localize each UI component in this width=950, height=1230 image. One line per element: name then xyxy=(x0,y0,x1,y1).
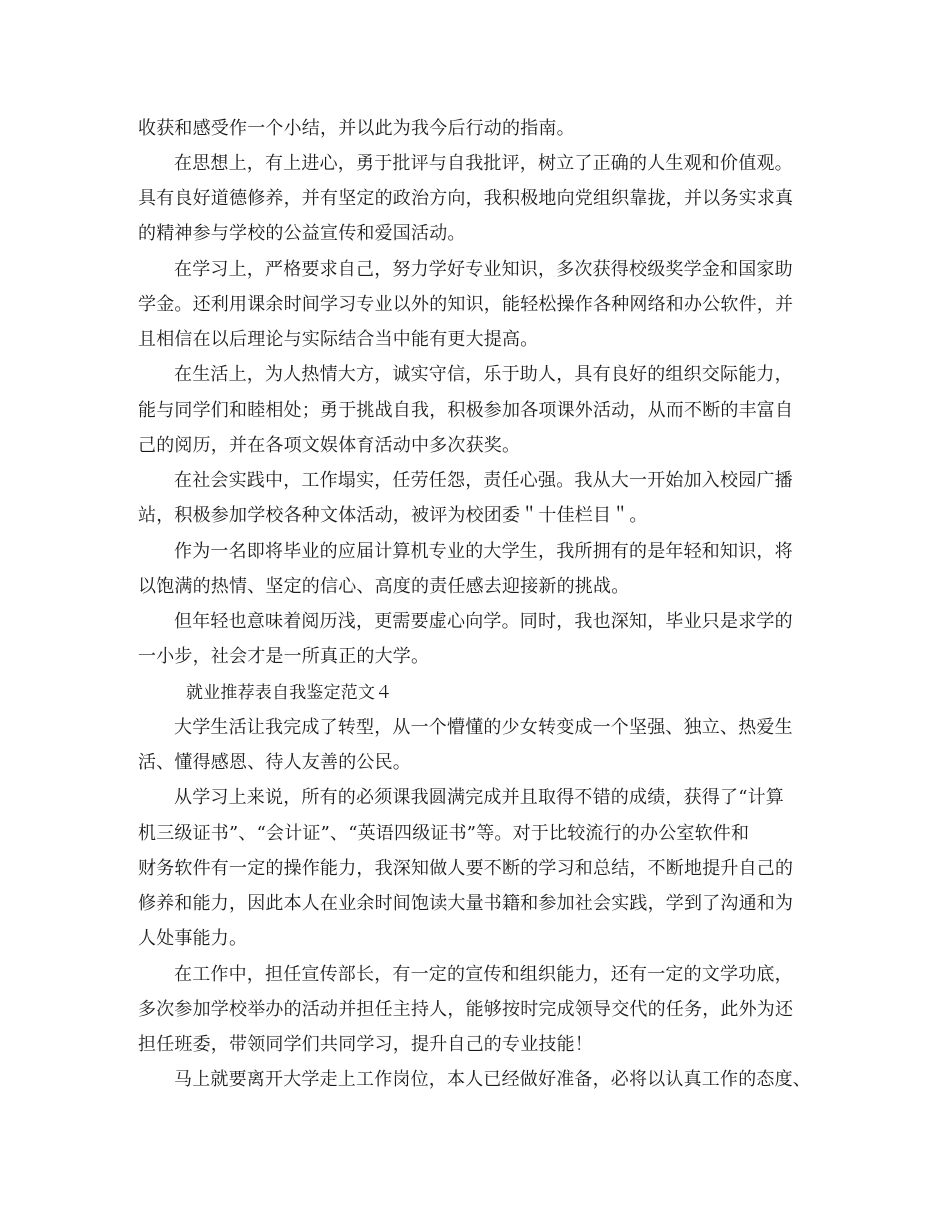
text-line: 学金。还利用课余时间学习专业以外的知识，能轻松操作各种网络和办公软件，并 xyxy=(138,294,794,315)
text-line: 修养和能力，因此本人在业余时间饱读大量书籍和参加社会实践，学到了沟通和为 xyxy=(138,893,794,914)
text-line: 且相信在以后理论与实际结合当中能有更大提高。 xyxy=(138,329,539,350)
text-line: 在学习上，严格要求自己，努力学好专业知识，多次获得校级奖学金和国家助 xyxy=(174,259,793,280)
text-line: 但年轻也意味着阅历浅，更需要虚心向学。同时，我也深知，毕业只是求学的 xyxy=(174,611,793,632)
text-line: 在生活上，为人热情大方，诚实守信，乐于助人，具有良好的组织交际能力， xyxy=(174,364,793,385)
text-line: 能与同学们和睦相处；勇于挑战自我，积极参加各项课外活动，从而不断的丰富自 xyxy=(138,400,794,421)
text-line: 一小步，社会才是一所真正的大学。 xyxy=(138,646,430,667)
section-heading: 就业推荐表自我鉴定范文４ xyxy=(186,683,393,703)
text-line: 己的阅历，并在各项文娱体育活动中多次获奖。 xyxy=(138,435,521,456)
text-line: 以饱满的热情、坚定的信心、高度的责任感去迎接新的挑战。 xyxy=(138,576,630,597)
text-line: 的精神参与学校的公益宣传和爱国活动。 xyxy=(138,223,466,244)
text-line: 人处事能力。 xyxy=(138,928,248,949)
text-line: 作为一名即将毕业的应届计算机专业的大学生，我所拥有的是年轻和知识，将 xyxy=(174,541,793,562)
text-line: 机三级证书”、“会计证”、“英语四级证书”等。对于比较流行的办公室软件和 xyxy=(138,823,750,844)
text-line: 多次参加学校举办的活动并担任主持人，能够按时完成领导交代的任务，此外为还 xyxy=(138,999,794,1020)
text-line: 具有良好道德修养，并有坚定的政治方向，我积极地向党组织靠拢，并以务实求真 xyxy=(138,188,794,209)
text-line: 担任班委，带领同学们共同学习，提升自己的专业技能！ xyxy=(138,1034,593,1055)
text-line: 收获和感受作一个小结，并以此为我今后行动的指南。 xyxy=(138,118,575,139)
text-line: 站，积极参加学校各种文体活动，被评为校团委＂十佳栏目＂。 xyxy=(138,505,648,526)
text-line: 在社会实践中，工作塌实，任劳任怨，责任心强。我从大一开始加入校园广播 xyxy=(174,470,793,491)
text-line: 从学习上来说，所有的必须课我圆满完成并且取得不错的成绩，获得了“计算 xyxy=(174,787,784,808)
text-line: 活、懂得感恩、待人友善的公民。 xyxy=(138,752,411,773)
text-line: 财务软件有一定的操作能力，我深知做人要不断的学习和总结，不断地提升自己的 xyxy=(138,858,794,879)
text-line: 在思想上，有上进心，勇于批评与自我批评，树立了正确的人生观和价值观。 xyxy=(174,153,793,174)
text-line: 马上就要离开大学走上工作岗位，本人已经做好准备，必将以认真工作的态度、 xyxy=(174,1069,811,1090)
text-line: 大学生活让我完成了转型，从一个懵懂的少女转变成一个坚强、独立、热爱生 xyxy=(174,717,793,738)
text-line: 在工作中，担任宣传部长，有一定的宣传和组织能力，还有一定的文学功底， xyxy=(174,964,793,985)
